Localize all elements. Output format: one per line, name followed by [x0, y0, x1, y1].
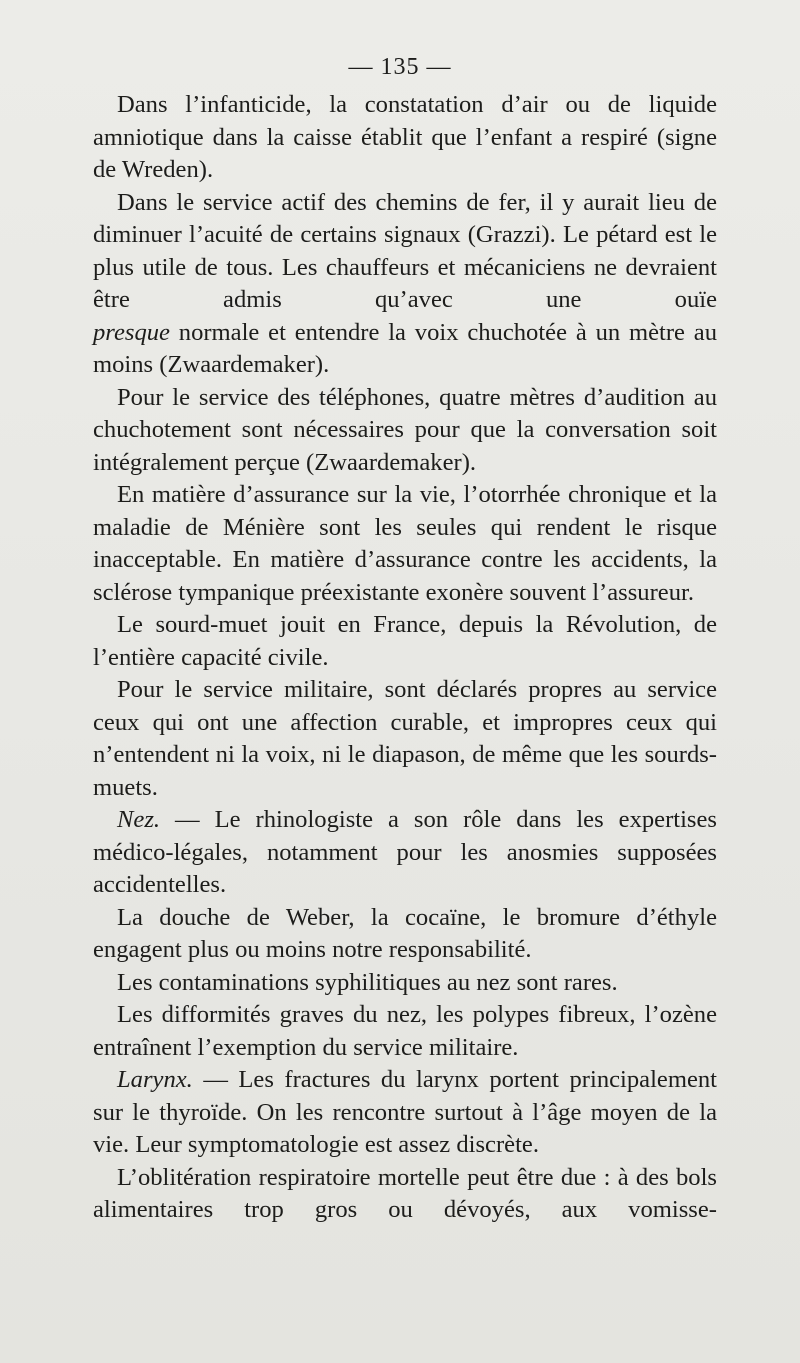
- paragraph: [93, 674, 717, 804]
- paragraph: [93, 804, 717, 902]
- paragraph: [93, 187, 717, 317]
- emphasis-word: presque: [93, 318, 170, 346]
- paragraph: [93, 967, 717, 1000]
- paragraph: [93, 382, 717, 480]
- paragraph: [93, 999, 717, 1064]
- paragraph-text: Le sourd-muet jouit en France, depuis la Révolution, de l’entière capacité civile.: [93, 611, 717, 671]
- paragraph-text: Les difformités graves du nez, les polypes fibreux, l’ozène entraînent l’exemption du service militaire.: [93, 1001, 717, 1061]
- paragraph-text: Pour le service militaire, sont déclarés propres au service ceux qui ont une affection curable, et impropres ceux qui n’entendent ni la voix, ni le diapason, de même que les sourds-muets.: [93, 676, 717, 801]
- paragraph: [93, 479, 717, 609]
- paragraph-text: normale et entendre la voix chuchotée à un mètre au moins (Zwaardemaker).: [93, 318, 717, 378]
- paragraph-text: La douche de Weber, la cocaïne, le bromure d’éthyle engagent plus ou moins notre responsabilité.: [93, 903, 717, 963]
- paragraph-text: — Les fractures du larynx portent principalement sur le thyroïde. On les rencontre surtout à l’âge moyen de la vie. Leur symptomatologie est assez discrète.: [93, 1066, 717, 1158]
- paragraph: [93, 609, 717, 674]
- paragraph-text: L’oblitération respiratoire mortelle peut être due : à des bols alimentaires trop gros ou dévoyés, aux vomisse-: [93, 1163, 717, 1223]
- page-number: — 135 —: [348, 54, 452, 80]
- paragraph-text: En matière d’assurance sur la vie, l’otorrhée chronique et la maladie de Ménière sont les seules qui rendent le risque inacceptable. En matière d’assurance contre les accidents, la sclérose tympanique préexistante exonère souvent l’assureur.: [93, 481, 717, 606]
- paragraph: [93, 89, 717, 187]
- section-heading-larynx: Larynx.: [117, 1066, 193, 1093]
- paragraph: [93, 902, 717, 967]
- body-text: [93, 89, 717, 1227]
- paragraph: [93, 317, 717, 382]
- paragraph: [93, 1064, 717, 1162]
- paragraph-text: Pour le service des téléphones, quatre mètres d’audition au chuchotement sont nécessaires pour que la conversation soit intégralement perçue (Zwaardemaker).: [93, 383, 717, 476]
- paragraph-text: — Le rhinologiste a son rôle dans les expertises médico-légales, notamment pour les anosmies supposées accidentelles.: [93, 806, 717, 898]
- section-heading-nez: Nez.: [117, 806, 161, 833]
- paragraph: [93, 1162, 717, 1227]
- paragraph-text: Dans le service actif des chemins de fer, il y aurait lieu de diminuer l’acuité de certains signaux (Grazzi). Le pétard est le plus utile de tous. Les chauffeurs et mécaniciens ne devraient être admis qu’avec une ouïe: [93, 188, 717, 313]
- paragraph-text: Les contaminations syphilitiques au nez sont rares.: [117, 968, 618, 996]
- paragraph-text: Dans l’infanticide, la constatation d’air ou de liquide amniotique dans la caisse établit que l’enfant a respiré (signe de Wreden).: [93, 91, 717, 183]
